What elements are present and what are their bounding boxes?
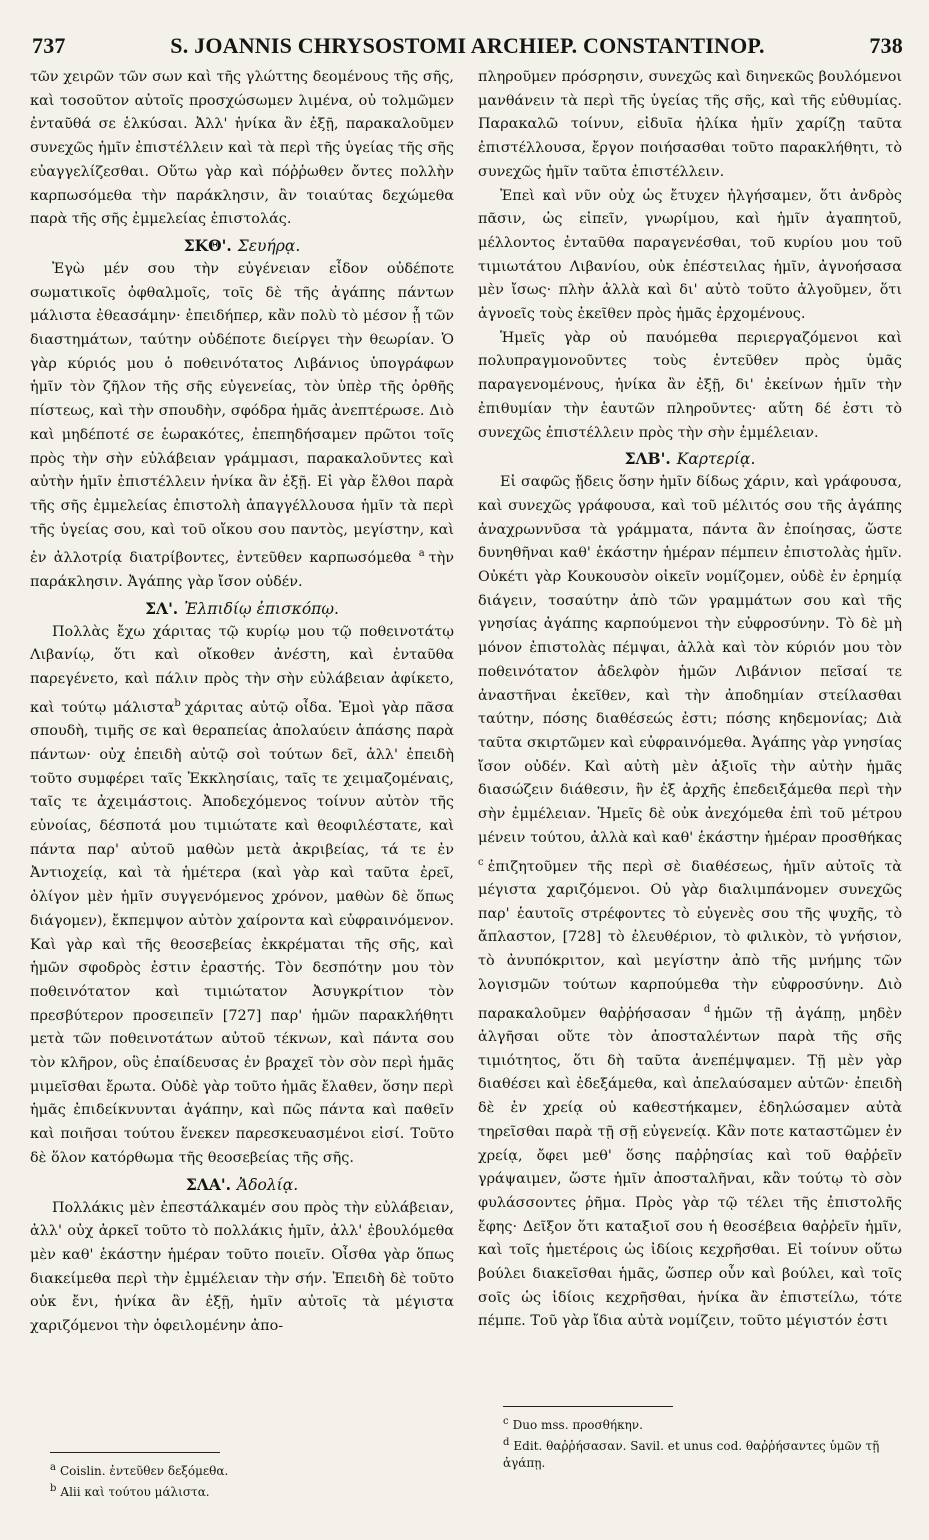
footnote-marker: d xyxy=(703,1003,711,1015)
paragraph xyxy=(30,258,454,595)
paragraph-text: ἡμῶν τῇ ἀγάπῃ, μηδὲν ἀλγῆσαι οὔτε τὸν ἀποσταλέντων παρὰ τῆς σῆς τιμιότητος, ὅτι δὴ ταῦτα ἀνεπέμψαμεν. Τῇ μὲν γὰρ διαθέσει καὶ ἐδεξάμεθα, καὶ ἀπελαύσαμεν αὐτῶν· ἐπειδὴ δὲ ἐν χρείᾳ οὐ καθεστήκαμεν, ἐδηλώσαμεν αὐτὰ τηρεῖσθαι παρὰ τῇ σῇ εὐγενείᾳ. Κἂν ποτε καταστῶμεν ἐν χρείᾳ, ὄφει μεθ' ὅσης παῤῥησίας καὶ τοῦ θαῤῥεῖν γράψαιμεν, ὥστε ἡμῖν ἀποσταλῆναι, κἂν τούτῳ τὸ σὸν φυλάσσοντες ῥῆμα. Πρὸς γὰρ τῷ τέλει τῆς ἐπιστολῆς ἔφης· Δεῖξον ὅτι καταξιοῖ σου ἡ θεοσέβεια θαῤῥεῖν ἡμῖν, καὶ τοῖς ἡμετέροις ὡς ἰδίοις κεχρῆσθαι. Εἰ τοίνυν οὕτω βούλει διακεῖσθαι ἡμᾶς, ὥσπερ οὖν καὶ βούλει, καὶ τοῖς σοῖς ὡς ἰδίοις κεχρῆσθαι, ἡνίκα ἂν ἐπιστείλω, τότε πέμπε. Τοῦ γὰρ ἴδια αὐτὰ νομίζειν, τοῦτο μέγιστόν ἐστι xyxy=(478,1005,903,1330)
footnote-marker: a xyxy=(50,1462,56,1473)
paragraph: τῶν χειρῶν τῶν σων καὶ τῆς γλώττης δεομένους τῆς σῆς, καὶ τοσοῦτον αὐτοῖς προσχώσωμεν λιμένα, οὐ τολμῶμεν ἐνταῦθά σε ἑλκύσαι. Ἀλλ' ἡνίκα ἂν ἐξῇ, παρακαλοῦμεν συνεχῶς ἡμῖν ἐπιστέλλειν καὶ τὰ περὶ τῆς ὑγείας τῆς σῆς εὐαγγελίζεσθαι. Οὕτω γὰρ καὶ πόῤῥωθεν ὄντες πολλὴν καρπωσόμεθα τὴν παράκλησιν, ἂν τοιαύτας δεχώμεθα παρὰ τῆς σῆς ἐμμελείας ἐπιστολάς. xyxy=(30,69,454,228)
footnote xyxy=(50,1459,450,1480)
paragraph-text: ἐπιζητοῦμεν τῆς περὶ σὲ διαθέσεως, ἡμῖν αὐτοῖς τὰ μέγιστα χαριζόμενοι. Οὐ γὰρ διαλιμπάνομεν συνεχῶς παρ' ἑαυτοῖς στρέφοντες τὸ εὐγενὲς σου τῆς ψυχῆς, τὸ ἄπλαστον, [728] τὸ ἐλευθέριον, τὸ φιλικὸν, τὸ γνήσιον, τὸ ἀνυπόκριτον, καὶ μεγίστην ἀπὸ τῆς μνήμης τῶν λογισμῶν τούτων καρπούμεθα τὴν εὐφροσύνην. Διὸ παρακαλοῦμεν θαῤῥήσασαν xyxy=(478,858,902,1022)
footnote-text: Edit. θαῤῥήσασαν. Savil. et unus cod. θαῤῥήσαντες ὑμῶν τῇ ἀγάπῃ. xyxy=(503,1439,880,1470)
letter-number: ΣΛ'. xyxy=(145,598,179,618)
letter-heading xyxy=(478,447,902,471)
footnote-marker: a xyxy=(418,548,425,560)
page-number-right: 738 xyxy=(869,33,903,58)
paragraph-text: Εἰ σαφῶς ᾔδεις ὅσην ἡμῖν δίδως χάριν, καὶ γράφουσα, καὶ συνεχῶς γράφουσα, καὶ τοῦ μέλιτός σου τῆς ἀγάπης ἀναχρωννῦσα τὰ γράμματα, πάντα ἂν ἐποίησας, ὥστε δυνηθῆναι καθ' ἑκάστην ἡμέραν πέμπειν ἐπιστολὰς ἡμῖν. Οὐκέτι γὰρ Κουκουσὸν οἰκεῖν νομίζομεν, οὐδὲ ἐν ἐρημίᾳ διάγειν, τοσαύτην ἀπὸ τῶν γραμμάτων σου καὶ τῆς γνησίας ἀγάπης καρπούμενοι τὴν εὐφροσύνην. Τὸ δὲ μὴ μόνον ἐπιστολὰς πέμψαι, ἀλλὰ καὶ τὸν κύριόν μου τὸν ποθεινότατον ἀδελφὸν ἡμῶν Λιβάνιον πεῖσαί τε ἀναστῆναι ἐκεῖθεν, καὶ τὴν ἀποδημίαν στείλασθαι ταύτην, πόσης διαθέσεώς ἐστι; πόσης κηδεμονίας; Διὰ ταῦτα σκιρτῶμεν καὶ εὐφραινόμεθα. Ἀγάπης γὰρ γνησίας ἴσον οὐδέν. Καὶ αὐτὴ μὲν ἀξιοῖς τὴν αὐτὴν ἡμᾶς διασώζειν διάθεσιν, ἣν ἐξ ἀρχῆς ἐπεδειξάμεθα περὶ τὴν σὴν ἐμμέλειαν. Ἡμεῖς δὲ οὐκ ἀνεχόμεθα ἐπὶ τοῦ μέτρου μένειν τούτου, ἀλλὰ καὶ καθ' ἑκάστην ἡμέραν προσθήκας xyxy=(478,474,902,846)
running-title: S. JOANNIS CHRYSOSTOMI ARCHIEP. CONSTANTINOP. xyxy=(170,33,765,58)
letter-heading xyxy=(30,234,454,258)
running-head xyxy=(32,30,903,62)
letter-number: ΣΛΑ'. xyxy=(185,1174,231,1194)
paragraph: Ἡμεῖς γὰρ οὐ παυόμεθα περιεργαζόμενοι καὶ πολυπραγμονοῦντες τοὺς ἐντεῦθεν πρὸς ὑμᾶς παραγενομένους, ἡνίκα ἂν ἐξῇ, δι' ἐκείνων ἡμῖν τὴν ἐπιθυμίαν τὴν ἑαυτῶν πληροῦντες· αὕτη δέ ἐστι τὸ συνεχῶς ἐπιστέλλειν πρὸς τὴν σὴν ἐμμέλειαν. xyxy=(478,329,902,441)
paragraph: πληροῦμεν πρόσρησιν, συνεχῶς καὶ διηνεκῶς βουλόμενοι μανθάνειν τὰ περὶ τῆς ὑγείας τῆς σῆς, καὶ τῆς εὐθυμίας. Παρακαλῶ τοίνυν, εἰδυῖα ἡλίκα ἡμῖν χαρίζῃ ταῦτα ἐπιστέλλουσα, ἔργον ποιήσασθαι τοῦτο παρακλήθητι, τὸ συνεχῶς ἡμῖν ταῦτα ἐπιστέλλειν. xyxy=(478,69,902,180)
paragraph-text: Ἐγὼ μέν σου τὴν εὐγένειαν εἶδον οὐδέποτε σωματικοῖς ὀφθαλμοῖς, τοῖς δὲ τῆς ἀγάπης πάντων μάλιστα ἐθεασάμην· ἐπειδήπερ, κἂν πολὺ τὸ μέσον ᾖ τῶν διαστημάτων, ταύτην οὐδέποτε διείργει τὴν θεωρίαν. Ὁ γὰρ κύριός μου ὁ ποθεινότατος Λιβάνιος ὑπογράφων ἡμῖν τὸν ζῆλον τῆς σῆς εὐγενείας, τὸν ὑπὲρ τῆς ὀρθῆς πίστεως, καὶ τὴν σπουδὴν, σφόδρα ἡμᾶς ἀνεπτέρωσε. Διὸ καὶ μηδέποτέ σε ἑωρακότες, ἐπεπηδήσαμεν πρῶτοι τοῖς πρὸς τὴν σὴν εὐλάβειαν γράμμασι, παρακαλοῦντες καὶ αὐτὴν ἡμῖν ἐπιστέλλειν ἡνίκα ἂν ἐξῇ. Εἰ γὰρ ἔλθοι παρὰ τῆς σῆς ἐμμελείας ἐπιστολὴ ἀπαγγέλλουσα ἡμῖν τὰ περὶ τῆς ὑγείας σου, καὶ τοῦ οἴκου σου παντὸς, μεγίστην, καὶ ἐν ἀλλοτρίᾳ διατρίβοντες, ἐντεῦθεν καρπωσόμεθα xyxy=(30,260,454,567)
footnote-rule xyxy=(50,1452,220,1453)
footnote xyxy=(50,1480,450,1501)
letter-recipient: Ἐλπιδίῳ ἐπισκόπῳ. xyxy=(184,599,339,618)
letter-heading xyxy=(30,597,454,621)
letter-number: ΣΛΒ'. xyxy=(624,449,671,469)
footnote-rule xyxy=(503,1406,673,1407)
paragraph xyxy=(478,471,902,1334)
paragraph xyxy=(30,621,454,1171)
footnote-marker: c xyxy=(503,1416,509,1427)
footnote-marker: b xyxy=(50,1483,57,1494)
letter-heading xyxy=(30,1173,454,1197)
paragraph-text: τὴν παράκλησιν. Ἀγάπης γὰρ ἴσον οὐδέν. xyxy=(30,550,454,590)
page-number-left: 737 xyxy=(32,33,66,58)
letter-number: ΣΚΘ'. xyxy=(183,235,232,255)
footnotes-left xyxy=(50,1459,450,1501)
footnotes-right xyxy=(503,1413,903,1472)
footnote-marker: c xyxy=(478,856,484,868)
right-column xyxy=(478,66,902,1334)
footnote-marker: d xyxy=(503,1437,510,1448)
letter-recipient: Ἀδολίᾳ. xyxy=(237,1175,299,1194)
footnote-text: Coislin. ἐντεῦθεν δεξόμεθα. xyxy=(59,1464,229,1478)
footnote-text: Alii καὶ τούτου μάλιστα. xyxy=(60,1485,210,1499)
left-column xyxy=(30,66,454,1339)
letter-recipient: Σευήρᾳ. xyxy=(237,236,301,255)
footnote-text: Duo mss. προσθήκην. xyxy=(512,1418,643,1432)
paragraph: Ἐπεὶ καὶ νῦν οὐχ ὡς ἔτυχεν ἠλγήσαμεν, ὅτι ἀνδρὸς πᾶσιν, ὡς εἰπεῖν, γνωρίμου, καὶ ἡμῖν ἀγαπητοῦ, μέλλοντος ἐνταῦθα παραγενέσθαι, τοῦ κυρίου μου τοῦ τιμιωτάτου Λιβανίου, οὐκ ἐπέστειλας ἡμῖν, ἀγνοήσασα μὲν ἴσως· πλὴν ἀλλὰ καὶ δι' αὐτὸ τοῦτο ἀλγοῦμεν, ὅτι ἀγνοεῖς τοὺς ἐκεῖθεν πρὸς ἡμᾶς ἐρχομένους. xyxy=(478,187,902,323)
paragraph-text: Πολλὰς ἔχω χάριτας τῷ κυρίῳ μου τῷ ποθεινοτάτῳ Λιβανίῳ, ὅτι καὶ οἴκοθεν ἀνέστη, καὶ ἐνταῦθα παρεγένετο, καὶ πάλιν πρὸς τὴν σὴν εὐλάβειαν ἀφίκετο, καὶ τούτῳ μάλιστα xyxy=(30,623,454,716)
footnote xyxy=(503,1434,903,1472)
footnote xyxy=(503,1413,903,1434)
letter-recipient: Καρτερίᾳ. xyxy=(676,450,756,469)
footnote-marker: b xyxy=(174,697,181,709)
paragraph: Πολλάκις μὲν ἐπεστάλκαμέν σου πρὸς τὴν εὐλάβειαν, ἀλλ' οὐχ ἀρκεῖ τοῦτο τὸ πολλάκις ἡμῖν, ἀλλ' ἐβουλόμεθα μὲν καθ' ἑκάστην ἡμέραν τοῦτο ποιεῖν. Οἶσθα γὰρ ὅπως διακείμεθα περὶ τὴν ἐμμέλειαν τὴν σήν. Ἐπειδὴ δὲ τοῦτο οὐκ ἔνι, ἡνίκα ἂν ἐξῇ, ἡμῖν αὐτοῖς τὰ μέγιστα χαριζόμενοι τὴν ὀφειλομένην ἀπο- xyxy=(30,1199,454,1335)
paragraph-text: χάριτας αὐτῷ οἶδα. Ἐμοὶ γὰρ πᾶσα σπουδὴ, τιμῆς σε καὶ θεραπείας ἀπολαύειν ἁπάσης παρὰ πάντων· οὐχ ἐπειδὴ αὐτῷ σοὶ τούτων δεῖ, ἀλλ' ἐπειδὴ τοῦτο συμφέρει ταῖς Ἐκκλησίαις, ταῖς τε χειμαζομέναις, ταῖς τε ἀχειμάστοις. Ἀποδεχόμενος τοίνυν αὐτὸν τῆς εὐνοίας, δέσποτά μου τιμιώτατε καὶ θεοφιλέστατε, καὶ πάντα παρ' αὐτοῦ μαθὼν μετὰ ἀκριβείας, τά τε ἐν Ἀντιοχείᾳ, καὶ τὰ ἡμέτερα (καὶ γὰρ καὶ ταῦτα ἐρεῖ, ὀλίγον μὲν ἡμῖν συγγενόμενος χρόνον, μαθὼν δὲ ὅπως διάγομεν), ἔκπεμψον αὐτὸν χαίροντα καὶ εὐφραινόμενον. Καὶ γὰρ καὶ τῆς θεοσεβείας ἐκκρέμαται τῆς σῆς, καὶ ἡμῶν σφοδρὸς ἐστιν ἐραστής. Τὸν δεσπότην μου τὸν ποθεινότατον καὶ τιμιώτατον Ἀσυγκρίτιον τὸν πρεσβύτερον προσειπεῖν [727] παρ' ἡμῶν παρακλήθητι μετὰ τῶν ποθεινοτάτων αὐτοῦ τέκνων, καὶ πάντα σου τὸν κλῆρον, οὓς ἐπαίδευσας ἐν βραχεῖ τὸν σὸν περὶ ἡμᾶς μιμεῖσθαι ἔρωτα. Οὐδὲ γὰρ τοῦτο ἡμᾶς ἔλαθεν, ὅσην περὶ ἡμᾶς ἐπιδείκνυνται ἀγάπην, καὶ πῶς πάντα καὶ παθεῖν καὶ ποιῆσαι τούτου ἕνεκεν παρεσκευασμένοι εἰσί. Τοῦτο δὲ ὅλον κατόρθωμα τῆς θεοσεβείας τῆς σῆς. xyxy=(30,699,454,1166)
